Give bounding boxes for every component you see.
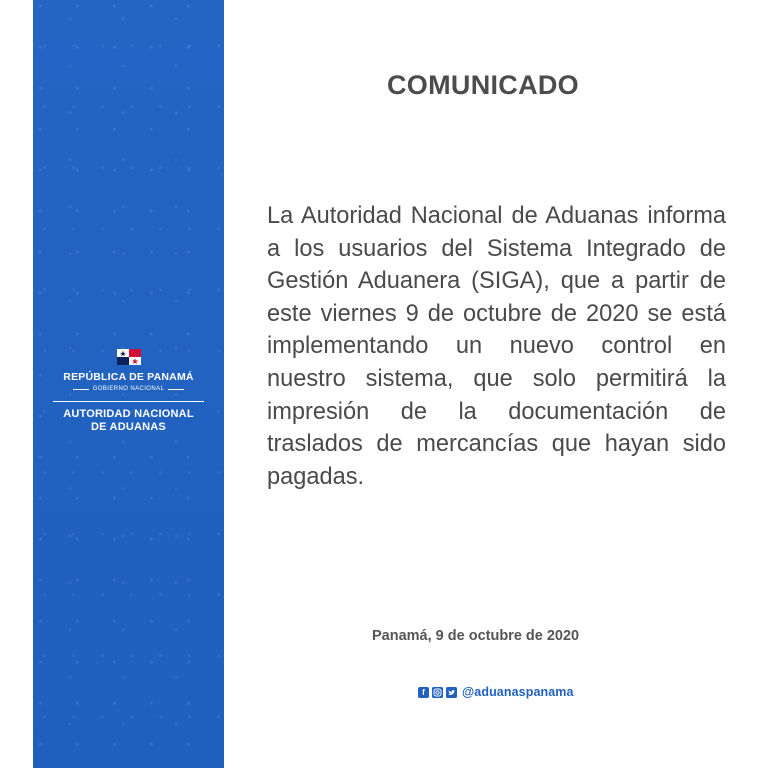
twitter-icon [446,687,457,698]
notice-body: La Autoridad Nacional de Aduanas informa a los usuarios del Sistema Integrado de Gestión Aduanera (SIGA), que a partir de este viernes 9 de octubre de 2020 se está implementando un nuevo control en nuestro sistema, que solo permitirá la impresión de la documentación de traslados de mercancías que hayan sido pagadas. [267,203,726,490]
agency-name-line1: AUTORIDAD NACIONAL [63,408,194,420]
notice-title: COMUNICADO [387,70,579,100]
sidebar-panel [33,0,224,768]
rule-right [168,389,184,390]
instagram-icon [432,687,443,698]
social-handles [418,685,574,699]
rule-left [73,389,89,390]
facebook-icon: f [418,687,429,698]
government-label: GOBIERNO NACIONAL [92,386,165,392]
agency-name-line2: DE ADUANAS [91,421,166,433]
agency-logo [33,349,224,434]
government-label-row [33,385,224,394]
panama-flag-icon [117,349,141,365]
notice-date: Panamá, 9 de octubre de 2020 [372,628,580,644]
country-name: REPÚBLICA DE PANAMÁ [63,371,194,383]
logo-divider [53,401,204,402]
social-handle[interactable]: @aduanaspanama [462,685,574,699]
